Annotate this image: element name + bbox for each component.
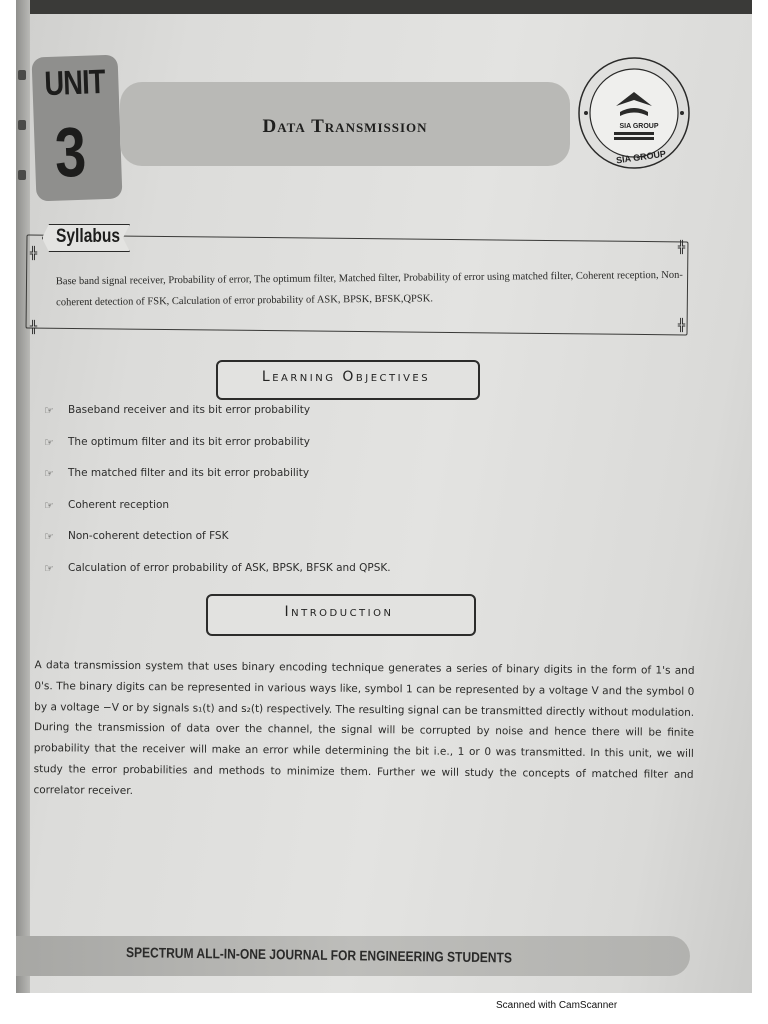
list-item xyxy=(44,467,504,499)
page-top-edge xyxy=(30,0,752,14)
logo-ring-name: SIA GROUP xyxy=(615,148,667,166)
frame-corner-mark: ╬ xyxy=(678,240,686,254)
pointing-hand-icon: ☞ xyxy=(44,530,54,543)
introduction-heading: Introduction xyxy=(284,604,394,620)
pointing-hand-icon: ☞ xyxy=(44,467,54,480)
pointing-hand-icon: ☞ xyxy=(44,561,54,575)
pointing-hand-icon: ☞ xyxy=(44,435,54,449)
list-item xyxy=(44,562,504,594)
book-spine xyxy=(16,0,30,993)
frame-corner-mark: ╬ xyxy=(30,246,38,260)
syllabus-label: Syllabus xyxy=(56,226,121,247)
scanner-watermark: Scanned with CamScanner xyxy=(496,1000,618,1011)
spine-mark xyxy=(18,170,26,180)
frame-corner-mark: ╬ xyxy=(30,320,38,334)
logo-name: SIA GROUP xyxy=(619,123,659,130)
list-item xyxy=(44,436,504,468)
objectives-list xyxy=(44,404,504,593)
unit-badge xyxy=(32,55,123,202)
learning-objectives-heading: Learning Objectives xyxy=(261,369,431,385)
list-item xyxy=(44,530,504,562)
pointing-hand-icon: ☞ xyxy=(44,404,54,417)
introduction-paragraph: A data transmission system that uses binary encoding technique generates a series of binary digits in the form of 1's and 0's. The binary digits can be represented in various ways like, symbol 1 can be represented by a voltage V and the symbol 0 by a voltage −V or by signals s₁(t) and s₂(t) respectively. The resulting signal can be transmitted directly without modulation. During the transmission of data over the channel, the signal will be corrupted by noise and hence there will be finite probability that the receiver will make an error while determining the bit i.e., 1 or 0 was transmitted. In this unit, we will study the error probabilities and methods to minimize them. Further we will study the concepts of matched filter and correlator receiver. xyxy=(33,659,695,797)
objective-text: The optimum filter and its bit error probability xyxy=(68,435,310,448)
chapter-title: Data Transmission xyxy=(262,116,428,137)
list-item xyxy=(44,499,504,531)
spine-mark xyxy=(18,70,26,80)
spine-mark xyxy=(18,120,26,130)
objective-text: Baseband receiver and its bit error probability xyxy=(68,404,311,416)
unit-number: 3 xyxy=(53,112,88,192)
pointing-hand-icon: ☞ xyxy=(44,498,54,512)
footer-title: SPECTRUM ALL-IN-ONE JOURNAL FOR ENGINEERING STUDENTS xyxy=(125,944,513,966)
scanned-page xyxy=(16,0,752,993)
syllabus-text: Base band signal receiver, Probability of error, The optimum filter, Matched filter, Probability of error using matched filter, Coherent reception, Non-coherent detection of FSK, Calculation of error probability of ASK, BPSK, BFSK,QPSK. xyxy=(55,269,683,309)
unit-label: UNIT xyxy=(43,63,106,104)
list-item xyxy=(44,404,504,436)
objective-text: Non-coherent detection of FSK xyxy=(68,530,229,542)
objective-text: Calculation of error probability of ASK, BPSK, BFSK and QPSK. xyxy=(68,561,391,574)
objective-text: The matched filter and its bit error probability xyxy=(68,467,310,479)
frame-corner-mark: ╬ xyxy=(678,318,686,332)
objective-text: Coherent reception xyxy=(68,498,170,511)
